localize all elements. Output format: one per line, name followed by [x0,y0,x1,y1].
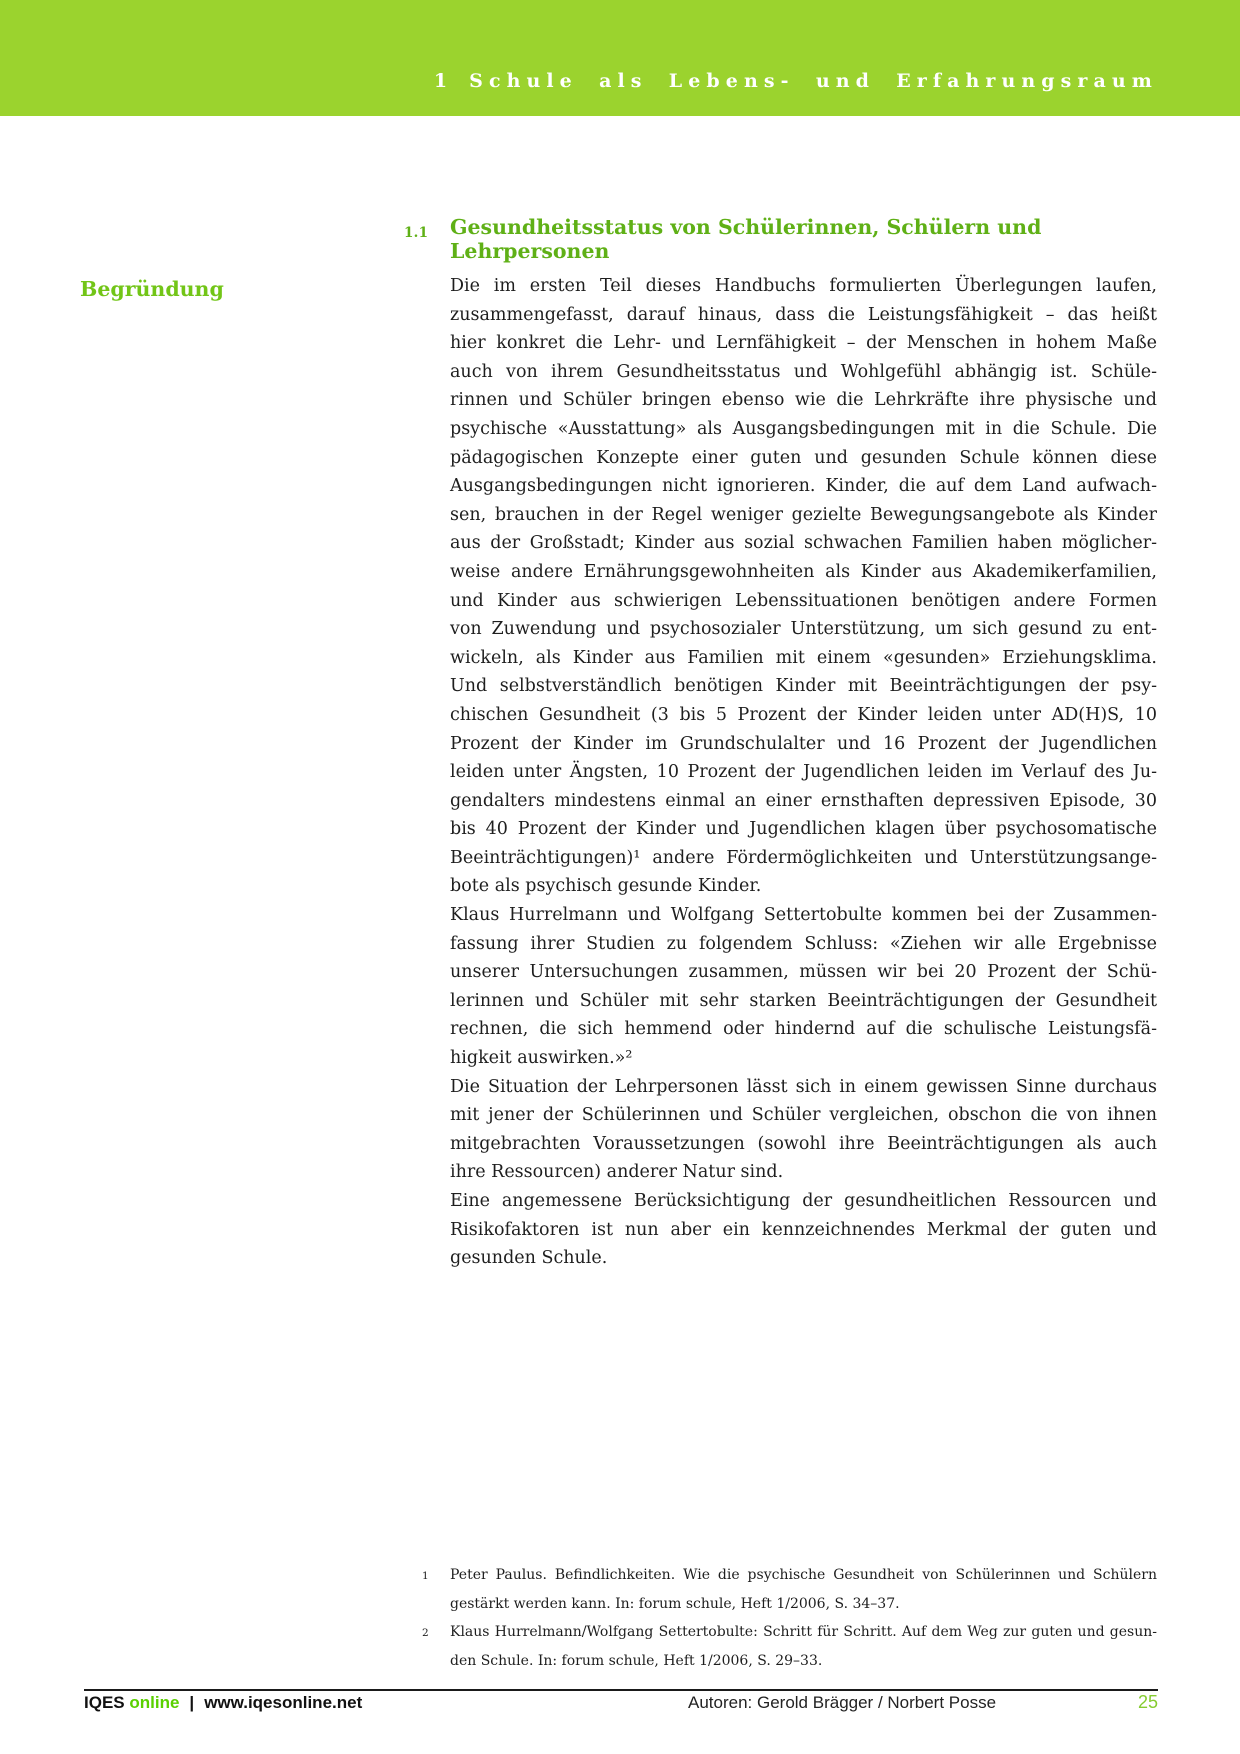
text-line: zusammengefasst, darauf hinaus, dass die Leistungsfähigkeit – das heißt [450,304,1157,325]
text-line: Die im ersten Teil dieses Handbuchs formulierten Überlegungen laufen, [450,276,1157,296]
running-header [434,70,1158,92]
text-line: und Kinder aus schwierigen Lebenssituationen benötigen andere Formen [450,590,1157,611]
chapter-number: 1 [433,70,454,92]
text-line: Eine angemessene Berücksichtigung der gesundheitlichen Ressourcen und [450,1191,1157,1211]
text-line: chischen Gesundheit (3 bis 5 Prozent der Kinder leiden unter AD(H)S, 10 [450,704,1157,725]
footnote-marker: 1 [422,1570,429,1582]
text-line: aus der Großstadt; Kinder aus sozial schwachen Familien haben möglicher- [450,533,1157,554]
body-paragraph [450,1073,1157,1187]
text-line: Prozent der Kinder im Grundschulalter und 16 Prozent der Jugendlichen [450,733,1157,754]
body-text [450,272,1157,1273]
text-line: weise andere Ernährungsgewohnheiten als Kinder aus Akademikerfamilien, [450,561,1157,582]
text-line: mit jener der Schülerinnen und Schüler vergleichen, obschon die von ihnen [450,1105,1157,1126]
brand-iqes: IQES [84,1693,125,1712]
text-line: von Zuwendung und psychosozialer Unterstützung, um sich gesund zu ent- [450,619,1157,640]
text-line: sen, brauchen in der Regel weniger gezielte Bewegungsangebote als Kinder [450,504,1157,525]
body-paragraph [450,272,1157,901]
text-line: higkeit auswirken.»² [450,1048,633,1069]
footnote-text [450,1618,1157,1675]
text-line: leiden unter Ängsten, 10 Prozent der Jugendlichen leiden im Verlauf des Ju- [450,762,1157,783]
body-paragraph [450,1187,1157,1273]
text-line: gesunden Schule. [450,1248,608,1269]
footer-url: www.iqesonline.net [204,1693,363,1712]
brand-online: online [129,1693,180,1712]
text-line: psychische «Ausstattung» als Ausgangsbedingungen mit in die Schule. Die [450,418,1157,439]
margin-label: Begründung [80,277,224,301]
footnote-marker: 2 [422,1627,429,1639]
text-line: Und selbstverständlich benötigen Kinder mit Beeinträchtigungen der psy- [450,676,1157,697]
text-line: gendalters mindestens einmal an einer ernsthaften depressiven Episode, 30 [450,790,1157,811]
chapter-title: Schule als Lebens- und Erfahrungsraum [469,70,1158,92]
text-line: gestärkt werden kann. In: forum schule, Heft 1/2006, S. 34–37. [450,1595,900,1612]
footnotes-block [422,1561,1157,1675]
text-line: Die Situation der Lehrpersonen lässt sich in einem gewissen Sinne durchaus [450,1076,1157,1097]
text-line: bote als psychisch gesunde Kinder. [450,876,762,897]
text-line: Peter Paulus. Befindlichkeiten. Wie die psychische Gesundheit von Schülerinnen und Schülern [450,1567,1157,1583]
text-line: bis 40 Prozent der Kinder und Jugendlichen klagen über psychosomatische [450,819,1157,840]
section-title: Gesundheitsstatus von Schülerinnen, Schülern und Lehrpersonen [450,215,1042,263]
page-number: 25 [1137,1692,1158,1712]
footer-rule [84,1689,1158,1691]
text-line: fassung ihrer Studien zu folgendem Schluss: «Ziehen wir alle Ergebnisse [450,933,1157,954]
text-line: Klaus Hurrelmann/Wolfgang Settertobulte: Schritt für Schritt. Auf dem Weg zur guten und gesun- [450,1624,1157,1640]
text-line: unserer Untersuchungen zusammen, müssen wir bei 20 Prozent der Schü- [450,962,1157,983]
text-line: auch von ihrem Gesundheitsstatus und Wohlgefühl abhängig ist. Schüle- [450,361,1157,382]
footer-authors: Autoren: Gerold Brägger / Norbert Posse [688,1693,997,1712]
text-line: Risikofaktoren ist nun aber ein kennzeichnendes Merkmal der guten und [450,1219,1157,1240]
text-line: wickeln, als Kinder aus Familien mit einem «gesunden» Erziehungsklima. [450,647,1157,668]
text-line: rechnen, die sich hemmend oder hindernd auf die schulische Leistungsfä- [450,1019,1157,1040]
text-line: rinnen und Schüler bringen ebenso wie die Lehrkräfte ihre physische und [450,390,1157,411]
text-line: den Schule. In: forum schule, Heft 1/2006, S. 29–33. [450,1652,823,1669]
footnote [422,1618,1157,1675]
header-band [0,0,1240,116]
text-line: ihre Ressourcen) anderer Natur sind. [450,1162,784,1183]
body-paragraph [450,901,1157,1073]
text-line: mitgebrachten Voraussetzungen (sowohl ihre Beeinträchtigungen als auch [450,1133,1157,1154]
footer-brand [84,1693,362,1713]
text-line: pädagogischen Konzepte einer guten und gesunden Schule können diese [450,447,1157,468]
footnote-text [450,1561,1157,1618]
text-line: lerinnen und Schüler mit sehr starken Beeinträchtigungen der Gesundheit [450,990,1157,1011]
text-line: hier konkret die Lehr- und Lernfähigkeit – der Menschen in hohem Maße [450,333,1157,354]
section-number: 1.1 [404,225,429,241]
footnote [422,1561,1157,1618]
text-line: Klaus Hurrelmann und Wolfgang Settertobulte kommen bei der Zusammen- [450,905,1157,926]
text-line: Beeinträchtigungen)¹ andere Fördermöglichkeiten und Unterstützungsange- [450,847,1157,868]
text-line: Ausgangsbedingungen nicht ignorieren. Kinder, die auf dem Land aufwach- [450,476,1157,497]
footer-divider: | [189,1693,195,1712]
